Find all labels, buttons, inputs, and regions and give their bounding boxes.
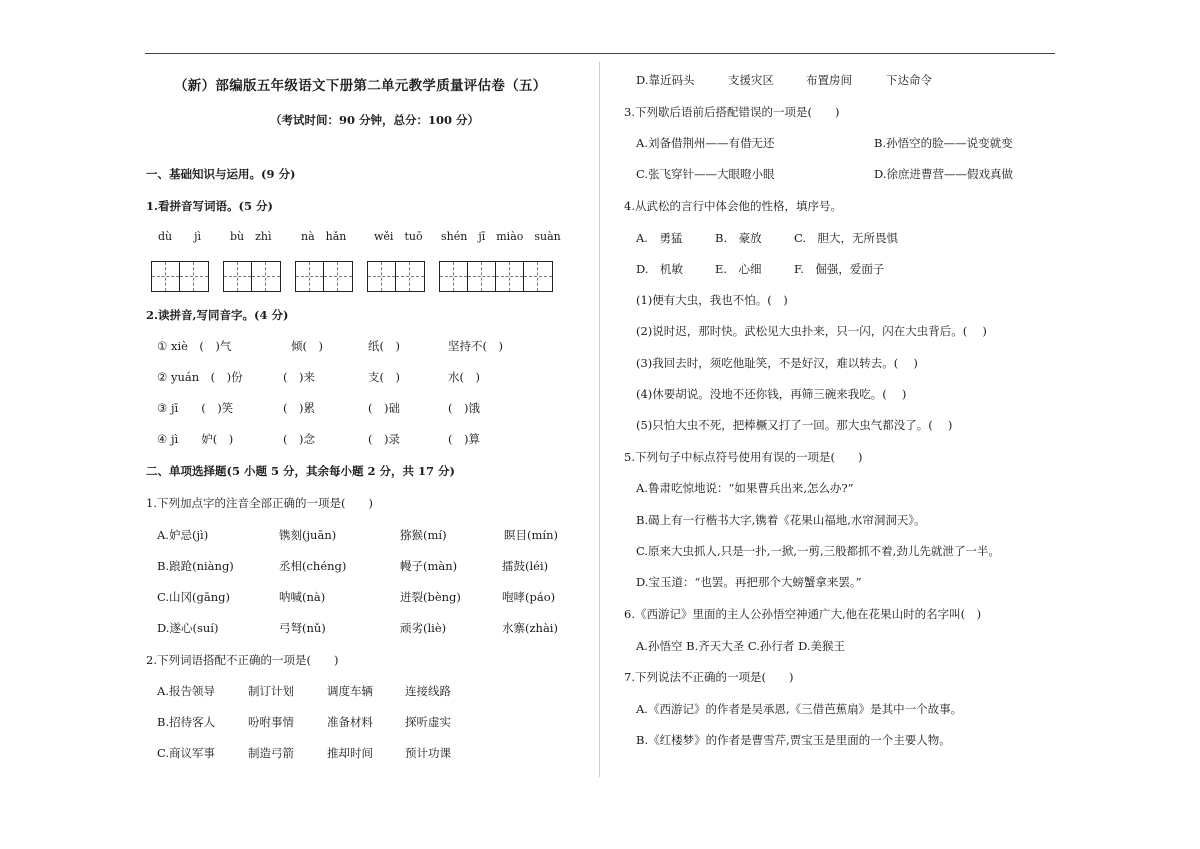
option-item: 呐喊(nà) <box>279 590 326 604</box>
homophone-item: ( )念 <box>283 432 315 446</box>
option-item: 丞相(chéng) <box>279 559 347 573</box>
page-title: （新）部编版五年级语文下册第二单元教学质量评估卷（五） <box>174 78 547 94</box>
option-item: 支援灾区 <box>728 73 774 87</box>
trait-choice: E. 心细 <box>715 262 762 276</box>
homophone-row <box>146 338 571 354</box>
option-row <box>146 527 571 543</box>
option-item: 预计功课 <box>405 746 451 760</box>
homophone-item: ( )算 <box>448 432 480 446</box>
option-row <box>146 683 571 699</box>
q5-option: D.宝玉道：“也罢。再把那个大螃蟹拿来罢。” <box>636 575 862 589</box>
option-row <box>146 620 571 636</box>
homophone-item: ③ jī ( )笑 <box>157 401 234 415</box>
option-item: 迸裂(bèng) <box>400 590 461 604</box>
q6-options: A.孙悟空 B.齐天大圣 C.孙行者 D.美猴王 <box>636 639 846 653</box>
option-item: 猕猴(mí) <box>400 528 447 542</box>
option-item: 幔子(màn) <box>400 559 458 573</box>
choice-row <box>624 261 1054 277</box>
s2-q6-stem: 6.《西游记》里面的主人公孙悟空神通广大,他在花果山时的名字叫( ) <box>624 607 982 621</box>
tianzige-cell[interactable] <box>180 262 208 291</box>
choice-row <box>624 230 1054 246</box>
option-row <box>146 589 571 605</box>
writing-grid-1[interactable] <box>151 261 209 292</box>
option-item: 调度车辆 <box>327 684 373 698</box>
s2-q7-stem: 7.下列说法不正确的一项是( ) <box>624 670 794 684</box>
homophone-item: ① xiè ( )气 <box>157 339 232 353</box>
tianzige-cell[interactable] <box>396 262 424 291</box>
top-rule <box>145 53 1055 54</box>
tianzige-cell[interactable] <box>252 262 280 291</box>
tianzige-cell[interactable] <box>368 262 396 291</box>
s2-q2-stem: 2.下列词语搭配不正确的一项是( ) <box>146 653 339 667</box>
column-divider <box>599 62 600 777</box>
option-item: B.招待客人 <box>157 715 216 729</box>
option-item: 顽劣(liè) <box>400 621 447 635</box>
option-row <box>624 166 1054 182</box>
tianzige-cell[interactable] <box>324 262 352 291</box>
q4-item: (1)便有大虫，我也不怕。( ) <box>636 293 788 307</box>
trait-choice: B. 豪放 <box>715 231 762 245</box>
tianzige-cell[interactable] <box>496 262 524 291</box>
homophone-item: 倾( ) <box>291 339 323 353</box>
tianzige-cell[interactable] <box>524 262 552 291</box>
section1-heading: 一、基础知识与运用。(9 分) <box>146 167 296 181</box>
option-item: B.踉跄(niàng) <box>157 559 234 573</box>
writing-grid-3[interactable] <box>295 261 353 292</box>
option-row <box>146 558 571 574</box>
homophone-row <box>146 431 571 447</box>
homophone-item: ( )累 <box>283 401 315 415</box>
option-item: 咆哮(páo) <box>502 590 556 604</box>
s2-q1-stem: 1.下列加点字的注音全部正确的一项是( ) <box>146 496 373 510</box>
option-item: C.张飞穿针——大眼瞪小眼 <box>636 167 775 181</box>
trait-choice: D. 机敏 <box>636 262 683 276</box>
q5-option: C.原来大虫抓人,只是一扑,一掀,一剪,三般都抓不着,劲儿先就泄了一半。 <box>636 544 1000 558</box>
option-item: 擂鼓(léi) <box>502 559 549 573</box>
pinyin-3: nà hǎn <box>301 230 347 243</box>
option-item: D.靠近码头 <box>636 73 695 87</box>
option-row <box>624 135 1054 151</box>
option-item: 瞑目(mín) <box>504 528 558 542</box>
exam-info: （考试时间：90 分钟，总分：100 分） <box>270 113 480 127</box>
option-item: 吩咐事情 <box>248 715 294 729</box>
q5-option: A.鲁肃吃惊地说：“如果曹兵出来,怎么办?” <box>636 481 854 495</box>
homophone-item: 支( ) <box>368 370 400 384</box>
homophone-item: ( )础 <box>368 401 400 415</box>
q7-option: B.《红楼梦》的作者是曹雪芹,贾宝玉是里面的一个主要人物。 <box>636 733 951 747</box>
option-item: 制造弓箭 <box>248 746 294 760</box>
option-row <box>146 745 571 761</box>
writing-grid-4[interactable] <box>367 261 425 292</box>
homophone-item: ② yuán ( )份 <box>157 370 243 384</box>
homophone-item: 坚持不( ) <box>448 339 503 353</box>
option-item: C.山冈(gāng) <box>157 590 231 604</box>
trait-choice: A. 勇猛 <box>636 231 683 245</box>
tianzige-cell[interactable] <box>440 262 468 291</box>
option-item: 连接线路 <box>405 684 451 698</box>
option-item: 下达命令 <box>886 73 932 87</box>
s2-q4-stem: 4.从武松的言行中体会他的性格，填序号。 <box>624 199 842 213</box>
option-item: D.徐庶进曹营——假戏真做 <box>874 167 1013 181</box>
option-item: 布置房间 <box>806 73 852 87</box>
option-item: 准备材料 <box>327 715 373 729</box>
option-item: 镌刻(juān) <box>279 528 337 542</box>
tianzige-cell[interactable] <box>296 262 324 291</box>
pinyin-4: wěi tuō <box>374 230 423 243</box>
option-item: 水寨(zhài) <box>502 621 558 635</box>
homophone-item: ④ jì 妒( ) <box>157 432 234 446</box>
option-item: 探听虚实 <box>405 715 451 729</box>
q4-item: (4)休要胡说。没地不还你钱，再筛三碗来我吃。( ) <box>636 387 907 401</box>
homophone-row <box>146 400 571 416</box>
option-item: A.妒忌(jì) <box>157 528 209 542</box>
pinyin-2: bù zhì <box>230 230 272 243</box>
option-item: 制订计划 <box>248 684 294 698</box>
pinyin-1: dù jì <box>158 230 202 243</box>
option-row <box>146 714 571 730</box>
homophone-item: ( )饿 <box>448 401 480 415</box>
option-item: A.刘备借荆州——有借无还 <box>636 136 775 150</box>
s2-q5-stem: 5.下列句子中标点符号使用有误的一项是( ) <box>624 450 863 464</box>
homophone-row <box>146 369 571 385</box>
q5-option: B.碣上有一行楷书大字,镌着《花果山福地,水帘洞洞天》。 <box>636 513 926 527</box>
q2-heading: 2.读拼音,写同音字。(4 分) <box>146 308 289 322</box>
writing-grid-5[interactable] <box>439 261 553 292</box>
q7-option: A.《西游记》的作者是吴承恩,《三借芭蕉扇》是其中一个故事。 <box>636 702 963 716</box>
writing-grid-2[interactable] <box>223 261 281 292</box>
q1-heading: 1.看拼音写词语。(5 分) <box>146 199 273 213</box>
option-item: A.报告领导 <box>157 684 215 698</box>
tianzige-cell[interactable] <box>152 262 180 291</box>
homophone-item: ( )来 <box>283 370 315 384</box>
pinyin-5: shén jī miào suàn <box>441 230 561 243</box>
trait-choice: C. 胆大，无所畏惧 <box>794 231 899 245</box>
homophone-item: 水( ) <box>448 370 480 384</box>
homophone-item: ( )录 <box>368 432 400 446</box>
homophone-item: 纸( ) <box>368 339 400 353</box>
s2-q3-stem: 3.下列歇后语前后搭配错误的一项是( ) <box>624 105 840 119</box>
section2-heading: 二、单项选择题(5 小题 5 分，其余每小题 2 分，共 17 分) <box>146 464 455 478</box>
option-item: 推却时间 <box>327 746 373 760</box>
q4-item: (3)我回去时，须吃他耻笑，不是好汉，难以转去。( ) <box>636 356 918 370</box>
option-item: C.商议军事 <box>157 746 216 760</box>
tianzige-cell[interactable] <box>468 262 496 291</box>
trait-choice: F. 倔强，爱面子 <box>794 262 885 276</box>
option-item: D.遂心(suí) <box>157 621 219 635</box>
q4-item: (5)只怕大虫不死，把棒橛又打了一回。那大虫气都没了。( ) <box>636 418 953 432</box>
option-row <box>624 72 1054 88</box>
option-item: 弓弩(nǔ) <box>279 621 326 635</box>
q4-item: (2)说时迟，那时快。武松见大虫扑来，只一闪，闪在大虫背后。( ) <box>636 324 987 338</box>
option-item: B.孙悟空的脸——说变就变 <box>874 136 1013 150</box>
tianzige-cell[interactable] <box>224 262 252 291</box>
